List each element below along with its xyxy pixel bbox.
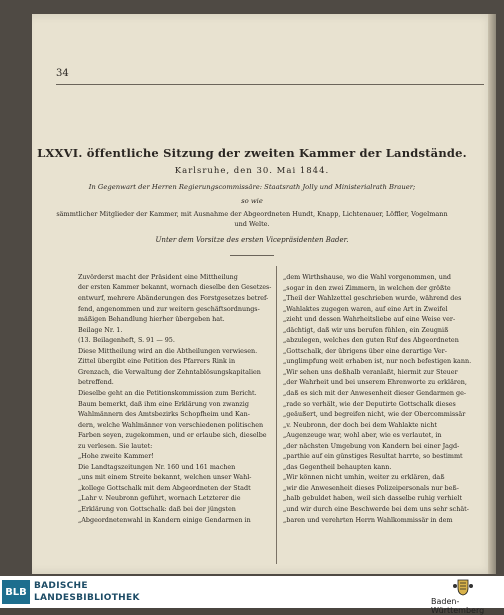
left-column-line: Diese Mittheilung wird an die Abtheilungen verwiesen. (78, 346, 258, 355)
left-column-line: „uns mit einem Streite bekannt, welchen unser Wahl- (78, 473, 252, 482)
left-column-line: „kollege Gottschalk mit dem Abgeordneten der Stadt (78, 483, 251, 492)
left-column-line: Zuvörderst macht der Präsident eine Mittheilung (78, 273, 238, 281)
left-column-line: Grenzach, die Verwaltung der Zehntablösungskapitalien (78, 367, 261, 376)
left-column-line: dern, welche Wahlmänner von verschiedenen politischen (78, 420, 264, 429)
left-column-line: „Hohe zweite Kammer! (78, 452, 154, 461)
right-column-line: „der Wahrheit und bei unserem Ehrenworte zu erklären, (283, 378, 467, 387)
right-column-line: „abzulegen, welches den guten Ruf des Abgeordneten (283, 336, 459, 345)
right-column-line: „rade so verhält, wie der Deputirte Gottschalk dieses (283, 399, 456, 408)
left-column-line: „Abgeordnetenwahl in Kandern einige Gendarmen in (78, 515, 251, 524)
blb-logo-icon: BLB (2, 580, 30, 604)
right-column-line: „unglimpfung weit erhaben ist, nur noch befestigen kann. (283, 357, 472, 366)
left-column-line: Die Landtagszeitungen Nr. 160 und 161 machen (78, 462, 236, 471)
right-column-line: „parthie auf ein günstiges Resultat harrte, so bestimmt (283, 452, 463, 461)
right-column-line: „das Gegentheil behaupten kann. (283, 462, 392, 471)
right-column (283, 272, 479, 525)
right-column-line: „dächtigt, daß wir uns berufen fühlen, ein Zeugniß (283, 325, 449, 334)
library-name-line2: LANDESBIBLIOTHEK (34, 593, 140, 603)
header-rule (56, 84, 484, 85)
left-column-line: „Erklärung von Gottschalk: daß bei der jüngsten (78, 505, 236, 514)
attendance-members-cont: und Welte. (234, 220, 270, 228)
right-column-line: „Theil der Wahlzettel geschrieben wurde, während des (283, 294, 462, 303)
left-column-line: Zittel übergibt eine Petition des Pfarrers Rink in (78, 357, 236, 366)
left-column-line: fend, angenommen und zur weitern geschäftsordnungs- (78, 304, 260, 313)
attendance-commissioners: In Gegenwart der Herren Regierungscommissäre: Staatsrath Jolly und Ministerialrath Brauer; (88, 183, 416, 191)
section-divider (230, 255, 274, 256)
right-column-line: „daß es sich mit der Anwesenheit dieser Gendarmen ge- (283, 389, 467, 398)
left-column-line: Farben seyen, zugekommen, und er erlaube sich, dieselbe (78, 431, 267, 440)
right-column-line: „wir die Anwesenheit dieses Polizeipersonals nur beß- (283, 483, 459, 492)
left-column-line: Wahlmännern des Amtsbezirks Schopfheim und Kan- (78, 410, 250, 419)
right-column-line: „Augenzeuge war, wohl aber, wie es verlautet, in (283, 431, 442, 440)
left-column-line: der ersten Kammer bekannt, wornach dieselbe den Gesetzes- (78, 283, 272, 291)
right-column-line: „sogar in den zwei Zimmern, in welchen der größte (283, 283, 451, 292)
right-column-line: „geäußert, und begreifen nicht, wie der Obercommissär (283, 410, 466, 419)
right-column-line: „dem Wirthshause, wo die Wahl vorgenommen, und (283, 273, 452, 281)
left-column-line: betreffend. (78, 378, 114, 387)
left-column-line: (13. Beilagenheft, S. 91 — 95. (78, 336, 175, 345)
left-column-line: mäßigen Behandlung hierher übergeben hat. (78, 315, 225, 324)
left-column-line: Beilage Nr. 1. (78, 325, 123, 334)
right-column-line: „baren und verehrten Herrn Wahlkommissär in dem (283, 515, 453, 524)
right-column-line: „v. Neubronn, der doch bei dem Wahlakte nicht (283, 420, 437, 429)
page-number: 34 (56, 68, 69, 79)
right-column-line: „Wir können nicht umhin, weiter zu erklären, daß (283, 473, 445, 482)
right-column-line: „Gottschalk, der übrigens über eine derartige Ver- (283, 346, 447, 355)
right-column-line: „halb gebuldet haben, weil sich dasselbe ruhig verhielt (283, 494, 463, 503)
left-column (78, 272, 274, 525)
attendance-connector: so wie (241, 197, 263, 205)
left-column-line: entwurf, mehrere Abänderungen des Forstgesetzes betref- (78, 294, 269, 303)
place-date: Karlsruhe, den 30. Mai 1844. (174, 166, 330, 176)
right-column-line: „Wir sehen uns deßhalb veranlaßt, hiermit zur Steuer (283, 367, 458, 376)
right-column-line: „der nächsten Umgebung von Kandern bei einer Jagd- (283, 441, 460, 450)
left-column-line: Baum bemerkt, daß ihm eine Erklärung von zwanzig (78, 399, 249, 408)
attendance-members: sämmtlicher Mitglieder der Kammer, mit Ausnahme der Abgeordneten Hundt, Knapp, Lichtenauer, Löffler, Vogelmann (56, 210, 448, 218)
left-column-line: Dieselbe geht an die Petitionskommission zum Bericht. (78, 389, 257, 398)
column-divider (276, 266, 277, 564)
right-column-line: „Wahlaktes zugegen waren, auf eine Art in Zweifel (283, 304, 448, 313)
library-name-line1: BADISCHE (34, 581, 88, 591)
session-heading: LXXVI. öffentliche Sitzung der zweiten Kammer der Landstände. (37, 146, 467, 160)
state-label: Baden-Württemberg (431, 597, 485, 615)
book-spine (488, 14, 496, 574)
right-column-line: „zieht und dessen Wahrheitsliebe auf eine Weise ver- (283, 315, 456, 324)
left-column-line: „Lahr v. Neubronn geführt, wornach Letzterer die (78, 494, 241, 503)
left-column-line: zu verlesen. Sie lautet: (78, 441, 153, 450)
chair-line: Unter dem Vorsitze des ersten Vicepräsidenten Bader. (155, 236, 349, 244)
coat-of-arms-icon (452, 578, 474, 596)
right-column-line: „und wir durch eine Beschwerde bei dem uns sehr schät- (283, 505, 469, 514)
